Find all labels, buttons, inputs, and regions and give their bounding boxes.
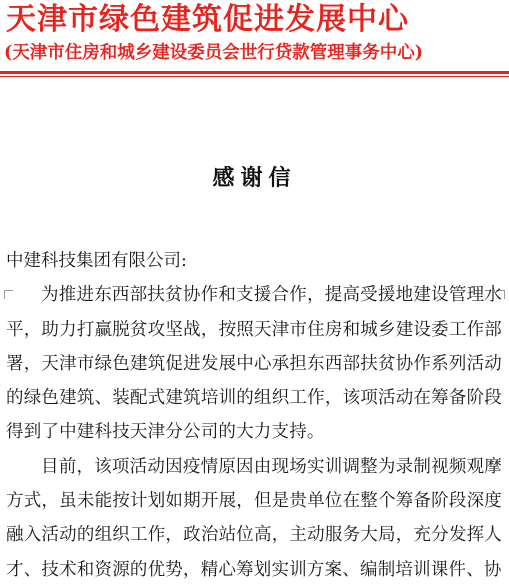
letterhead-divider-thick xyxy=(0,71,509,74)
letterhead-divider-thin xyxy=(0,76,509,77)
letter-title: 感谢信 xyxy=(212,165,297,191)
organization-subname: (天津市住房和城乡建设委员会世行贷款管理事务中心) xyxy=(4,43,424,63)
letter-salutation: 中建科技集团有限公司: xyxy=(6,251,187,271)
letter-paragraph-1: 为推进东西部扶贫协作和支援合作，提高受援地建设管理水平，助力打赢脱贫攻坚战，按照天津市住房和城乡建设委工作部署，天津市绿色建筑促进发展中心承担东西部扶贫协作系列活动的绿色建筑、装配式建筑培训的组织工作，该项活动在筹备阶段得到了中建科技天津分公司的大力支持。 xyxy=(6,285,502,443)
letter-paragraph-2: 目前，该项活动因疫情原因由现场实训调整为录制视频观摩方式，虽未能按计划如期开展，但是贵单位在整个筹备阶段深度融入活动的组织工作，政治站位高，主动服务大局，充分发挥人才、技术和资源的优势，精心筹划实训方案、编制培训课件、协 xyxy=(6,456,502,580)
organization-name: 天津市绿色建筑促进发展中心 xyxy=(6,2,409,37)
letter-body xyxy=(6,244,502,584)
